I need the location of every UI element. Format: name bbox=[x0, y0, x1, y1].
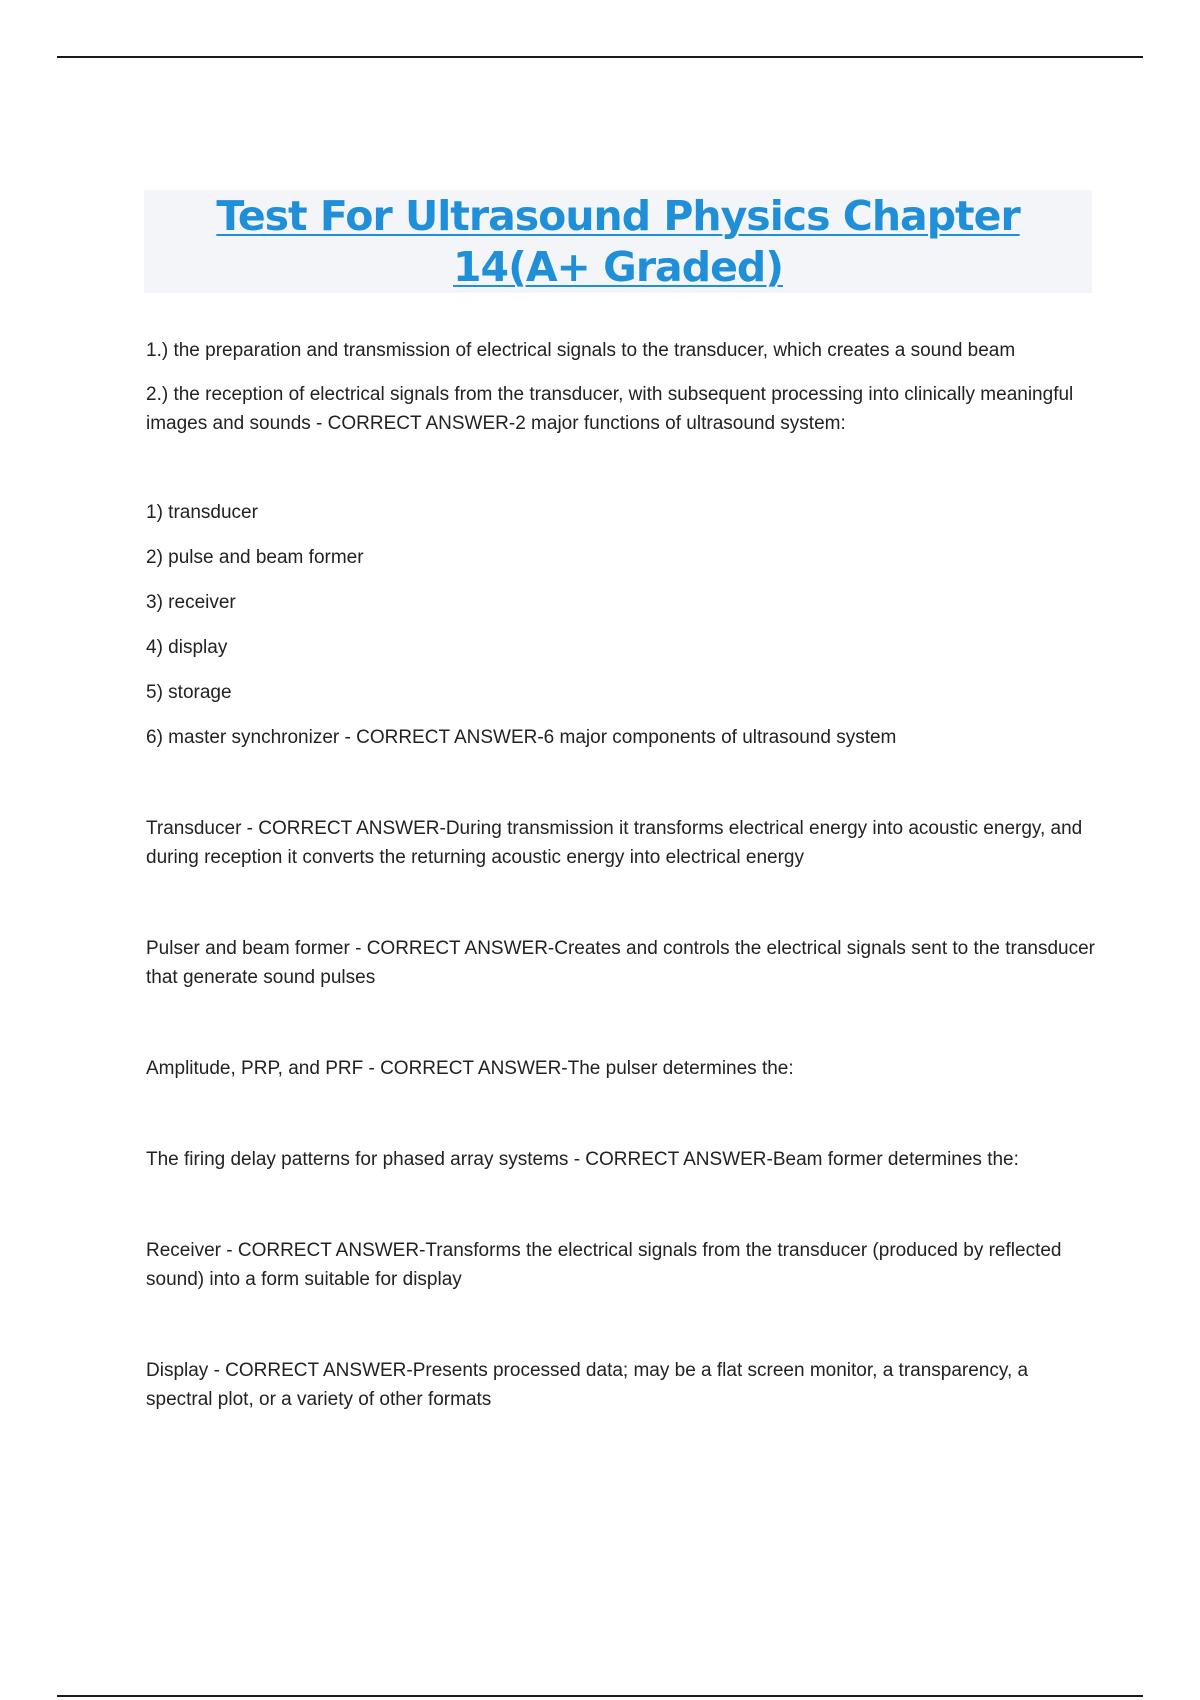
list-item-pulse-beam-former: 2) pulse and beam former bbox=[146, 547, 364, 568]
footer-rule bbox=[57, 1695, 1143, 1697]
header-rule bbox=[57, 56, 1143, 58]
document-body bbox=[146, 336, 1096, 1414]
list-item-storage: 5) storage bbox=[146, 682, 232, 703]
document-title[interactable]: Test For Ultrasound Physics Chapter 14(A+ Graded) bbox=[216, 191, 1020, 291]
entry-function-2: 2.) the reception of electrical signals from the transducer, with subsequent processing into clinically meaningful images and sounds - CORRECT ANSWER-2 major functions of ultrasound system: bbox=[146, 384, 1074, 434]
entry-beam-former-determines: The firing delay patterns for phased array systems - CORRECT ANSWER-Beam former determines the: bbox=[146, 1149, 1019, 1170]
entry-receiver: Receiver - CORRECT ANSWER-Transforms the electrical signals from the transducer (produced by reflected sound) into a form suitable for display bbox=[146, 1240, 1062, 1290]
list-item-display: 4) display bbox=[146, 637, 228, 658]
entry-display: Display - CORRECT ANSWER-Presents processed data; may be a flat screen monitor, a transparency, a spectral plot, or a variety of other formats bbox=[146, 1360, 1029, 1410]
title-banner bbox=[144, 190, 1092, 293]
list-item-master-synchronizer: 6) master synchronizer - CORRECT ANSWER-6 major components of ultrasound system bbox=[146, 727, 897, 748]
entry-pulser-determines: Amplitude, PRP, and PRF - CORRECT ANSWER-The pulser determines the: bbox=[146, 1058, 794, 1079]
entry-function-1: 1.) the preparation and transmission of electrical signals to the transducer, which creates a sound beam bbox=[146, 340, 1016, 361]
list-item-receiver: 3) receiver bbox=[146, 592, 236, 613]
entry-pulser-beam-former: Pulser and beam former - CORRECT ANSWER-Creates and controls the electrical signals sent to the transducer that generate sound pulses bbox=[146, 938, 1095, 988]
list-item-transducer: 1) transducer bbox=[146, 502, 258, 523]
entry-transducer: Transducer - CORRECT ANSWER-During transmission it transforms electrical energy into acoustic energy, and during reception it converts the returning acoustic energy into electrical energy bbox=[146, 818, 1083, 868]
